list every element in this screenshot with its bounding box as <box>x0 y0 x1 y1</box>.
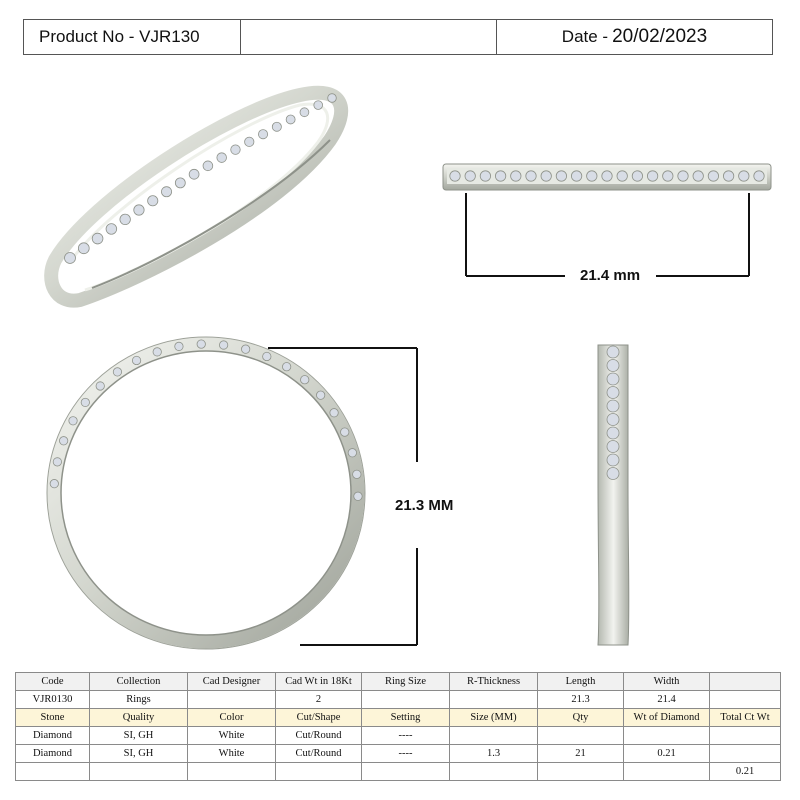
table-cell: Qty <box>538 709 624 727</box>
table-cell: 2 <box>276 691 362 709</box>
table-cell <box>450 727 538 745</box>
table-cell: Cad Wt in 18Kt <box>276 673 362 691</box>
table-cell: Rings <box>90 691 188 709</box>
table-cell: VJR0130 <box>16 691 90 709</box>
diamond-stone <box>148 196 158 206</box>
diamond-stone <box>602 171 612 181</box>
table-cell: 21 <box>538 745 624 763</box>
table-cell: Collection <box>90 673 188 691</box>
diamond-stone <box>526 171 536 181</box>
diamond-stone <box>330 409 338 417</box>
table-cell: Length <box>538 673 624 691</box>
diamond-stone <box>263 352 271 360</box>
table-row <box>16 727 781 745</box>
width-dimension-line <box>466 193 749 276</box>
table-row <box>16 763 781 781</box>
perspective-ring-view <box>51 93 341 301</box>
table-cell <box>362 691 450 709</box>
table-cell <box>276 763 362 781</box>
diamond-stone <box>739 171 749 181</box>
table-cell <box>450 691 538 709</box>
table-cell: 21.3 <box>538 691 624 709</box>
diamond-stone <box>301 375 309 383</box>
table-cell: Width <box>624 673 710 691</box>
diamond-stone <box>607 360 619 372</box>
table-cell <box>90 763 188 781</box>
diamond-stone <box>341 428 349 436</box>
diamond-stone <box>511 171 521 181</box>
diamond-stone <box>50 479 58 487</box>
diamond-stone <box>282 362 290 370</box>
diamond-stone <box>693 171 703 181</box>
diamond-stone <box>328 94 337 103</box>
table-cell: Setting <box>362 709 450 727</box>
diamond-stone <box>78 243 89 254</box>
table-row <box>16 673 781 691</box>
spec-table <box>15 672 781 781</box>
diamond-stone <box>134 205 144 215</box>
diamond-stone <box>65 253 76 264</box>
diamond-stone <box>132 356 140 364</box>
diamond-stone <box>450 171 460 181</box>
top-view-ring <box>443 164 771 190</box>
diamond-stone <box>647 171 657 181</box>
table-cell: Wt of Diamond <box>624 709 710 727</box>
diamond-stone <box>353 470 361 478</box>
diamond-stone <box>113 368 121 376</box>
diamond-stone <box>197 340 205 348</box>
height-dimension-label: 21.3 MM <box>395 497 454 514</box>
table-cell: Cut/Round <box>276 727 362 745</box>
diamond-stone <box>245 137 254 146</box>
table-cell: Color <box>188 709 276 727</box>
diamond-stone <box>161 187 171 197</box>
table-cell: 1.3 <box>450 745 538 763</box>
diamond-stone <box>465 171 475 181</box>
diamond-stone <box>348 449 356 457</box>
date-value: 20/02/2023 <box>612 26 708 47</box>
diamond-stone <box>480 171 490 181</box>
diamond-stone <box>217 153 227 163</box>
table-cell: Quality <box>90 709 188 727</box>
table-cell: Cut/Round <box>276 745 362 763</box>
diamond-stone <box>607 387 619 399</box>
diamond-stone <box>189 169 199 179</box>
diamond-stone <box>231 145 240 154</box>
table-cell: 21.4 <box>624 691 710 709</box>
diamond-stone <box>607 400 619 412</box>
table-cell <box>538 763 624 781</box>
table-row <box>16 745 781 763</box>
table-cell <box>450 763 538 781</box>
diamond-stone <box>495 171 505 181</box>
table-row <box>16 691 781 709</box>
table-cell: Code <box>16 673 90 691</box>
table-cell: Size (MM) <box>450 709 538 727</box>
diamond-stone <box>286 115 295 124</box>
width-dimension-label: 21.4 mm <box>577 267 643 284</box>
table-cell <box>624 727 710 745</box>
diamond-stone <box>607 454 619 466</box>
top-view-diamonds <box>450 171 764 181</box>
diamond-stone <box>219 341 227 349</box>
table-cell: ---- <box>362 727 450 745</box>
table-cell: SI, GH <box>90 745 188 763</box>
diamond-stone <box>59 437 67 445</box>
date-label: Date - <box>561 27 609 46</box>
table-cell: Cad Designer <box>188 673 276 691</box>
table-cell <box>188 691 276 709</box>
table-cell: SI, GH <box>90 727 188 745</box>
diamond-stone <box>175 342 183 350</box>
diamond-stone <box>607 441 619 453</box>
table-cell <box>538 727 624 745</box>
table-cell: Diamond <box>16 727 90 745</box>
diamond-stone <box>678 171 688 181</box>
diamond-stone <box>258 130 267 139</box>
table-cell: Total Ct Wt <box>710 709 781 727</box>
diamond-stone <box>607 414 619 426</box>
table-cell: Ring Size <box>362 673 450 691</box>
table-cell: White <box>188 745 276 763</box>
diamond-stone <box>571 171 581 181</box>
table-cell <box>710 727 781 745</box>
table-cell: 0.21 <box>710 763 781 781</box>
diamond-stone <box>81 398 89 406</box>
diamond-stone <box>314 101 323 110</box>
table-cell: R-Thickness <box>450 673 538 691</box>
diamond-stone <box>587 171 597 181</box>
side-view-ring <box>598 345 629 645</box>
product-number: Product No - VJR130 <box>24 20 241 54</box>
diamond-stone <box>723 171 733 181</box>
diamond-stone <box>53 458 61 466</box>
diamond-stone <box>272 122 281 131</box>
diamond-stone <box>607 427 619 439</box>
diamond-stone <box>316 391 324 399</box>
table-cell <box>624 763 710 781</box>
diamond-stone <box>541 171 551 181</box>
diamond-stone <box>556 171 566 181</box>
table-cell: 0.21 <box>624 745 710 763</box>
diamond-stone <box>754 171 764 181</box>
diamond-stone <box>300 108 309 117</box>
table-cell <box>710 673 781 691</box>
diamond-stone <box>607 346 619 358</box>
table-cell: ---- <box>362 745 450 763</box>
diamond-stone <box>607 468 619 480</box>
table-cell <box>188 763 276 781</box>
table-cell: Cut/Shape <box>276 709 362 727</box>
table-row <box>16 709 781 727</box>
diamond-stone <box>175 178 185 188</box>
diamond-stone <box>241 345 249 353</box>
table-cell: White <box>188 727 276 745</box>
diamond-stone <box>106 224 117 235</box>
table-cell <box>16 763 90 781</box>
diamond-stone <box>120 214 130 224</box>
diamond-stone <box>663 171 673 181</box>
diamond-stone <box>96 382 104 390</box>
diamond-stone <box>617 171 627 181</box>
diamond-stone <box>92 233 103 244</box>
table-cell: Diamond <box>16 745 90 763</box>
front-view-diamonds <box>50 340 362 501</box>
table-cell: Stone <box>16 709 90 727</box>
diamond-stone <box>607 373 619 385</box>
diamond-stone <box>153 348 161 356</box>
table-cell <box>362 763 450 781</box>
diamond-stone <box>354 492 362 500</box>
diamond-stone <box>632 171 642 181</box>
table-cell <box>710 745 781 763</box>
diamond-stone <box>203 161 213 171</box>
diamond-stone <box>708 171 718 181</box>
front-view-ring <box>47 337 365 649</box>
diamond-stone <box>69 417 77 425</box>
table-cell <box>710 691 781 709</box>
